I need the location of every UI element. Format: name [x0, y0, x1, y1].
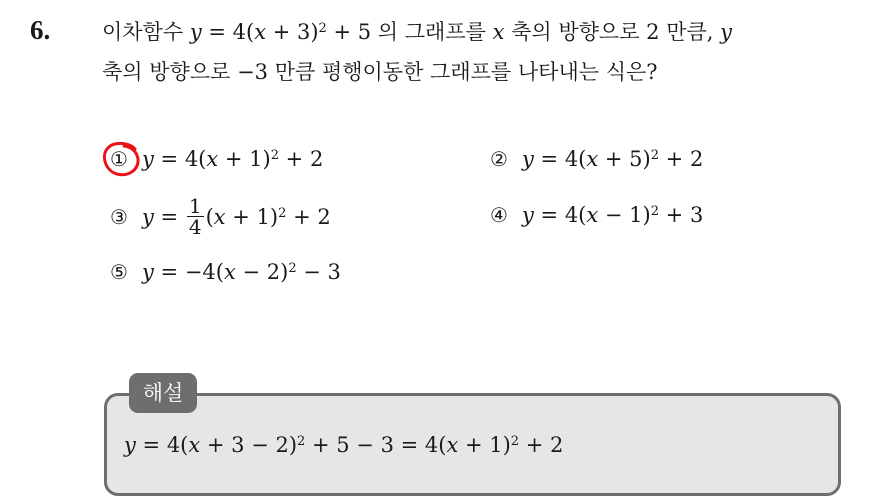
var-y: y — [142, 147, 154, 171]
fraction — [187, 196, 204, 237]
var-y: y — [142, 260, 154, 284]
var-y: y — [720, 20, 733, 44]
equation-part: + 1) — [218, 147, 271, 171]
choice-number: ④ — [490, 203, 508, 227]
equation-part: − 3 — [296, 260, 341, 284]
equation-part: + 1) — [225, 205, 279, 229]
var-x: x — [586, 147, 599, 171]
solution-equation — [124, 428, 563, 462]
equation-part: = −4( — [153, 260, 224, 284]
equation-part: + 3 — [659, 203, 704, 227]
fraction-denominator: 4 — [188, 215, 202, 239]
equation-part: = 4( — [153, 147, 207, 171]
equation-part: + 1) — [458, 433, 511, 457]
exponent: 2 — [297, 433, 306, 449]
exponent: 2 — [510, 433, 520, 449]
choice-1[interactable] — [110, 143, 323, 175]
exponent: 2 — [288, 260, 297, 276]
equation-part: = 4( — [533, 203, 587, 227]
exponent: 2 — [650, 203, 659, 219]
var-y: y — [522, 203, 534, 227]
equation-part: + 2 — [519, 433, 564, 457]
var-y: y — [142, 205, 154, 229]
equation-part: + 3 − 2) — [200, 433, 298, 457]
equation-part: ( — [205, 205, 214, 229]
choice-number: ③ — [110, 205, 128, 229]
solution-tag: 해설 — [129, 373, 197, 413]
var-x: x — [586, 203, 599, 227]
question-number: 6. — [30, 15, 51, 45]
var-x: x — [213, 205, 226, 229]
var-x: x — [492, 20, 505, 44]
fraction-numerator: 1 — [188, 194, 202, 218]
var-x: x — [188, 433, 201, 457]
exponent: 2 — [650, 147, 659, 163]
question-text-line-2: 축의 방향으로 −3 만큼 평행이동한 그래프를 나타내는 식은? — [102, 60, 658, 84]
var-x: x — [446, 433, 459, 457]
equation-part: + 5 의 그래프를 — [326, 20, 493, 44]
var-x: x — [223, 260, 236, 284]
equation-part: + 3) — [266, 20, 319, 44]
choice-number: ⑤ — [110, 260, 128, 284]
choice-2[interactable] — [490, 143, 703, 175]
question-text-line-1 — [102, 16, 732, 48]
equation-part: − 1) — [598, 203, 651, 227]
var-y: y — [124, 433, 136, 457]
equation-part: + 5) — [598, 147, 651, 171]
choice-4[interactable] — [490, 199, 703, 231]
exponent: 2 — [278, 205, 287, 221]
equation-part: + 2 — [286, 205, 331, 229]
equation-part: = — [153, 205, 185, 229]
choice-number: ② — [490, 147, 508, 171]
equation-part: + 2 — [279, 147, 324, 171]
var-x: x — [206, 147, 219, 171]
var-y: y — [189, 20, 202, 44]
equation-part: + 5 − 3 = 4( — [305, 433, 447, 457]
choice-number: ① — [110, 147, 128, 171]
exponent: 2 — [318, 20, 327, 36]
choice-3[interactable] — [110, 194, 331, 239]
question-prefix: 이차함수 — [102, 20, 190, 44]
var-y: y — [522, 147, 534, 171]
equation-part: + 2 — [659, 147, 704, 171]
question-text: 축의 방향으로 2 만큼, — [504, 20, 721, 44]
exponent: 2 — [270, 147, 279, 163]
var-x: x — [254, 20, 267, 44]
choice-5[interactable] — [110, 256, 341, 288]
equation-part: = 4( — [533, 147, 587, 171]
equation-part: − 2) — [235, 260, 289, 284]
equation-part: = 4( — [135, 433, 189, 457]
equation-part: = 4( — [201, 20, 255, 44]
